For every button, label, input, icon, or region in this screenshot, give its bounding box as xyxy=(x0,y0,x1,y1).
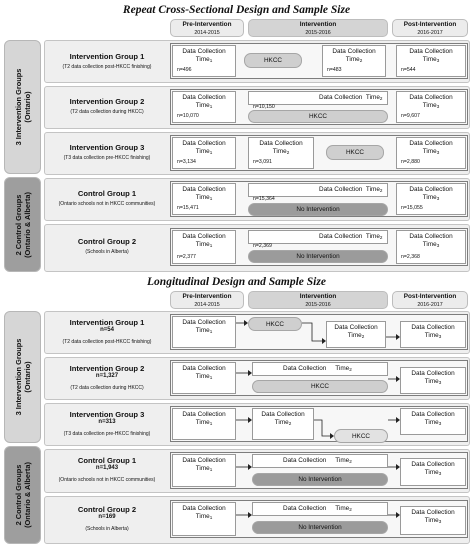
group-name: Intervention Group 1 xyxy=(69,318,145,327)
time-subscript: 3 xyxy=(438,471,442,476)
time-label: Time xyxy=(424,419,439,426)
time-subscript: 1 xyxy=(209,467,213,472)
lg-c2-no-intervention-pill xyxy=(252,521,388,534)
dc-label: Data Collection xyxy=(182,48,226,55)
group-sample-size: n=169 xyxy=(98,514,116,520)
lg-g2-t1-box xyxy=(172,362,236,394)
sample-size: n=3,091 xyxy=(253,159,272,165)
time-subscript: 1 xyxy=(209,104,213,109)
phase-years: 2014-2015 xyxy=(194,302,220,308)
time-label: Time xyxy=(274,419,289,426)
lg-c2-t1-box xyxy=(172,502,236,536)
sample-size: n=3,134 xyxy=(177,159,196,165)
time-subscript: 1 xyxy=(209,58,213,63)
time-label: Time xyxy=(195,241,210,248)
longitudinal-title: Longitudinal Design and Sample Size xyxy=(147,276,326,288)
phase-years: 2016-2017 xyxy=(417,302,443,308)
group-sample-size: n=1,327 xyxy=(95,373,119,379)
sample-size: n=15,055 xyxy=(401,205,423,211)
group-name: Intervention Group 1 xyxy=(69,52,145,61)
phase-name: Pre-Intervention xyxy=(182,293,232,300)
time-label: Time xyxy=(335,457,350,464)
dc-label: Data Collection xyxy=(411,370,455,377)
dc-label: Data Collection xyxy=(409,233,453,240)
time-label: Time xyxy=(195,513,210,520)
time-label: Time xyxy=(195,148,210,155)
lg-c1-t2-box xyxy=(252,454,388,468)
dc-label: Data Collection xyxy=(261,411,305,418)
dc-label: Data Collection xyxy=(411,324,455,331)
phase-years: 2014-2015 xyxy=(194,30,220,36)
sidebar-sublabel: (Ontario & Alberta) xyxy=(22,462,32,528)
time-label: Time xyxy=(422,56,437,63)
sample-size: n=15,471 xyxy=(177,205,199,211)
time-label: Time xyxy=(424,469,439,476)
group-name: Intervention Group 3 xyxy=(69,410,145,419)
lg-g1-hkcc-pill xyxy=(248,317,302,331)
lg-g1-t3-box xyxy=(400,321,466,348)
group-note: (Schools in Alberta) xyxy=(85,526,129,532)
hkcc-label: HKCC xyxy=(308,113,328,120)
dc-label: Data Collection xyxy=(409,186,453,193)
sample-size: n=483 xyxy=(327,67,342,73)
sample-size: n=9,607 xyxy=(401,113,420,119)
time-label: Time xyxy=(195,102,210,109)
dc-label: Data Collection xyxy=(182,365,226,372)
dc-label: Data Collection xyxy=(319,186,363,193)
group-note: (T2 data collection post-HKCC finishing) xyxy=(62,339,152,345)
dc-label: Data Collection xyxy=(334,324,378,331)
group-note: (T2 data collection post-HKCC finishing) xyxy=(62,64,152,70)
time-label: Time xyxy=(424,517,439,524)
dc-label: Data Collection xyxy=(283,365,327,372)
dc-label: Data Collection xyxy=(182,233,226,240)
time-subscript: 1 xyxy=(209,375,213,380)
dc-label: Data Collection xyxy=(409,94,453,101)
group-sample-size: n=1,943 xyxy=(95,465,119,471)
phase-years: 2015-2016 xyxy=(305,30,331,36)
lg-c2-t2-box xyxy=(252,502,388,516)
time-subscript: 1 xyxy=(209,150,213,155)
time-subscript: 2 xyxy=(286,150,290,155)
hkcc-label: HKCC xyxy=(351,432,371,440)
no-intervention-label: No Intervention xyxy=(298,524,342,531)
time-subscript: 3 xyxy=(436,104,440,109)
sample-size: n=544 xyxy=(401,67,416,73)
time-subscript: 2 xyxy=(359,58,363,63)
group-name: Intervention Group 3 xyxy=(69,143,145,152)
time-subscript: 3 xyxy=(438,334,442,339)
time-subscript: 1 xyxy=(209,243,213,248)
group-note: (T3 data collection pre-HKCC finishing) xyxy=(63,431,151,437)
sample-size: n=2,368 xyxy=(401,254,420,260)
group-sample-size: n=54 xyxy=(100,327,114,333)
time-subscript: 2 xyxy=(379,235,383,240)
time-subscript: 1 xyxy=(209,515,213,520)
dc-label: Data Collection xyxy=(182,186,226,193)
no-intervention-label: No Intervention xyxy=(296,206,340,213)
time-label: Time xyxy=(365,186,380,193)
time-label: Time xyxy=(422,148,437,155)
phase-name: Post-Intervention xyxy=(403,293,457,300)
group-name: Control Group 2 xyxy=(77,505,137,514)
sidebar-label: 3 Intervention Groups xyxy=(13,338,23,416)
lg-g1-t1-box xyxy=(172,316,236,348)
sample-size: n=15,364 xyxy=(253,196,275,202)
time-subscript: 1 xyxy=(209,196,213,201)
hkcc-label: HKCC xyxy=(345,149,365,156)
phase-name: Intervention xyxy=(299,293,337,300)
group-name: Control Group 2 xyxy=(77,237,137,246)
sidebar-label: 3 Intervention Groups xyxy=(13,68,23,146)
group-name: Intervention Group 2 xyxy=(69,97,145,106)
dc-label: Data Collection xyxy=(411,411,455,418)
time-label: Time xyxy=(365,94,380,101)
dc-label: Data Collection xyxy=(319,94,363,101)
time-label: Time xyxy=(195,194,210,201)
dc-label: Data Collection xyxy=(409,48,453,55)
time-subscript: 2 xyxy=(379,188,383,193)
lg-c2-t3-box xyxy=(400,506,466,535)
dc-label: Data Collection xyxy=(411,509,455,516)
sidebar-label: 2 Control Groups xyxy=(13,464,23,526)
time-label: Time xyxy=(272,148,287,155)
dc-label: Data Collection xyxy=(411,461,455,468)
group-name: Intervention Group 2 xyxy=(69,364,145,373)
dc-label: Data Collection xyxy=(319,233,363,240)
dc-label: Data Collection xyxy=(182,319,226,326)
time-label: Time xyxy=(422,194,437,201)
group-note: (T3 data collection pre-HKCC finishing) xyxy=(63,155,151,161)
dc-label: Data Collection xyxy=(283,505,327,512)
dc-label: Data Collection xyxy=(182,411,226,418)
hkcc-label: HKCC xyxy=(263,57,283,64)
time-subscript: 2 xyxy=(361,334,365,339)
phase-years: 2016-2017 xyxy=(417,30,443,36)
time-label: Time xyxy=(335,505,350,512)
no-intervention-label: No Intervention xyxy=(296,253,340,260)
lg-g2-t3-box xyxy=(400,367,466,394)
time-label: Time xyxy=(345,56,360,63)
time-subscript: 2 xyxy=(349,507,352,512)
lg-g2-t2-box xyxy=(252,362,388,376)
time-label: Time xyxy=(347,332,362,339)
sample-size: n=2,369 xyxy=(253,243,272,249)
time-subscript: 2 xyxy=(288,421,292,426)
dc-label: Data Collection xyxy=(409,140,453,147)
dc-label: Data Collection xyxy=(182,94,226,101)
phase-name: Intervention xyxy=(299,21,337,28)
lg-g3-t2-box xyxy=(252,408,314,440)
lg-c1-t3-box xyxy=(400,458,466,486)
time-label: Time xyxy=(422,102,437,109)
dc-label: Data Collection xyxy=(259,140,303,147)
lg-c1-t1-box xyxy=(172,454,236,487)
group-note: (Ontario schools not in HKCC communities) xyxy=(58,477,156,483)
sample-size: n=10,150 xyxy=(253,104,275,110)
sidebar-sublabel: (Ontario & Alberta) xyxy=(22,191,32,258)
time-label: Time xyxy=(424,332,439,339)
lg-g3-t1-box xyxy=(172,408,236,440)
hkcc-label: HKCC xyxy=(265,320,285,328)
no-intervention-label: No Intervention xyxy=(298,476,342,483)
lg-g2-hkcc-pill xyxy=(252,380,388,393)
sidebar-sublabel: (Ontario) xyxy=(22,361,32,393)
time-subscript: 1 xyxy=(209,329,213,334)
sample-size: n=2,880 xyxy=(401,159,420,165)
dc-label: Data Collection xyxy=(332,48,376,55)
time-subscript: 3 xyxy=(436,150,440,155)
time-label: Time xyxy=(365,233,380,240)
phase-name: Post-Intervention xyxy=(403,21,457,28)
lg-g3-t3-box xyxy=(400,408,466,435)
sidebar-sublabel: (Ontario) xyxy=(22,91,32,123)
lg-g3-hkcc-pill xyxy=(334,429,388,443)
time-label: Time xyxy=(424,378,439,385)
group-note: (Ontario schools not in HKCC communities) xyxy=(58,201,156,207)
dc-label: Data Collection xyxy=(283,457,327,464)
lg-c1-no-intervention-pill xyxy=(252,473,388,486)
time-subscript: 3 xyxy=(436,58,440,63)
sidebar-label: 2 Control Groups xyxy=(13,194,23,255)
group-note: (T2 data collection during HKCC) xyxy=(70,385,144,391)
cross-sectional-title: Repeat Cross-Sectional Design and Sample Size xyxy=(122,4,351,16)
time-label: Time xyxy=(195,56,210,63)
time-subscript: 2 xyxy=(349,367,352,372)
time-subscript: 3 xyxy=(436,243,440,248)
dc-label: Data Collection xyxy=(182,505,226,512)
time-label: Time xyxy=(195,465,210,472)
hkcc-label: HKCC xyxy=(310,383,330,390)
time-label: Time xyxy=(195,327,210,334)
time-subscript: 3 xyxy=(438,380,442,385)
time-subscript: 1 xyxy=(209,421,213,426)
time-label: Time xyxy=(422,241,437,248)
sample-size: n=10,070 xyxy=(177,113,199,119)
group-name: Control Group 1 xyxy=(77,456,137,465)
time-label: Time xyxy=(335,365,350,372)
time-label: Time xyxy=(195,373,210,380)
phase-name: Pre-Intervention xyxy=(182,21,232,28)
lg-g1-t2-box xyxy=(326,321,386,348)
dc-label: Data Collection xyxy=(182,140,226,147)
time-label: Time xyxy=(195,419,210,426)
time-subscript: 3 xyxy=(438,519,442,524)
group-sample-size: n=313 xyxy=(98,419,116,425)
sample-size: n=2,377 xyxy=(177,254,196,260)
dc-label: Data Collection xyxy=(182,457,226,464)
time-subscript: 3 xyxy=(436,196,440,201)
phase-years: 2015-2016 xyxy=(305,302,331,308)
time-subscript: 2 xyxy=(379,96,383,101)
group-note: (Schools in Alberta) xyxy=(85,249,129,255)
time-subscript: 3 xyxy=(438,421,442,426)
sample-size: n=496 xyxy=(177,67,192,73)
group-note: (T2 data collection during HKCC) xyxy=(70,109,144,115)
time-subscript: 2 xyxy=(349,459,352,464)
group-name: Control Group 1 xyxy=(77,189,137,198)
